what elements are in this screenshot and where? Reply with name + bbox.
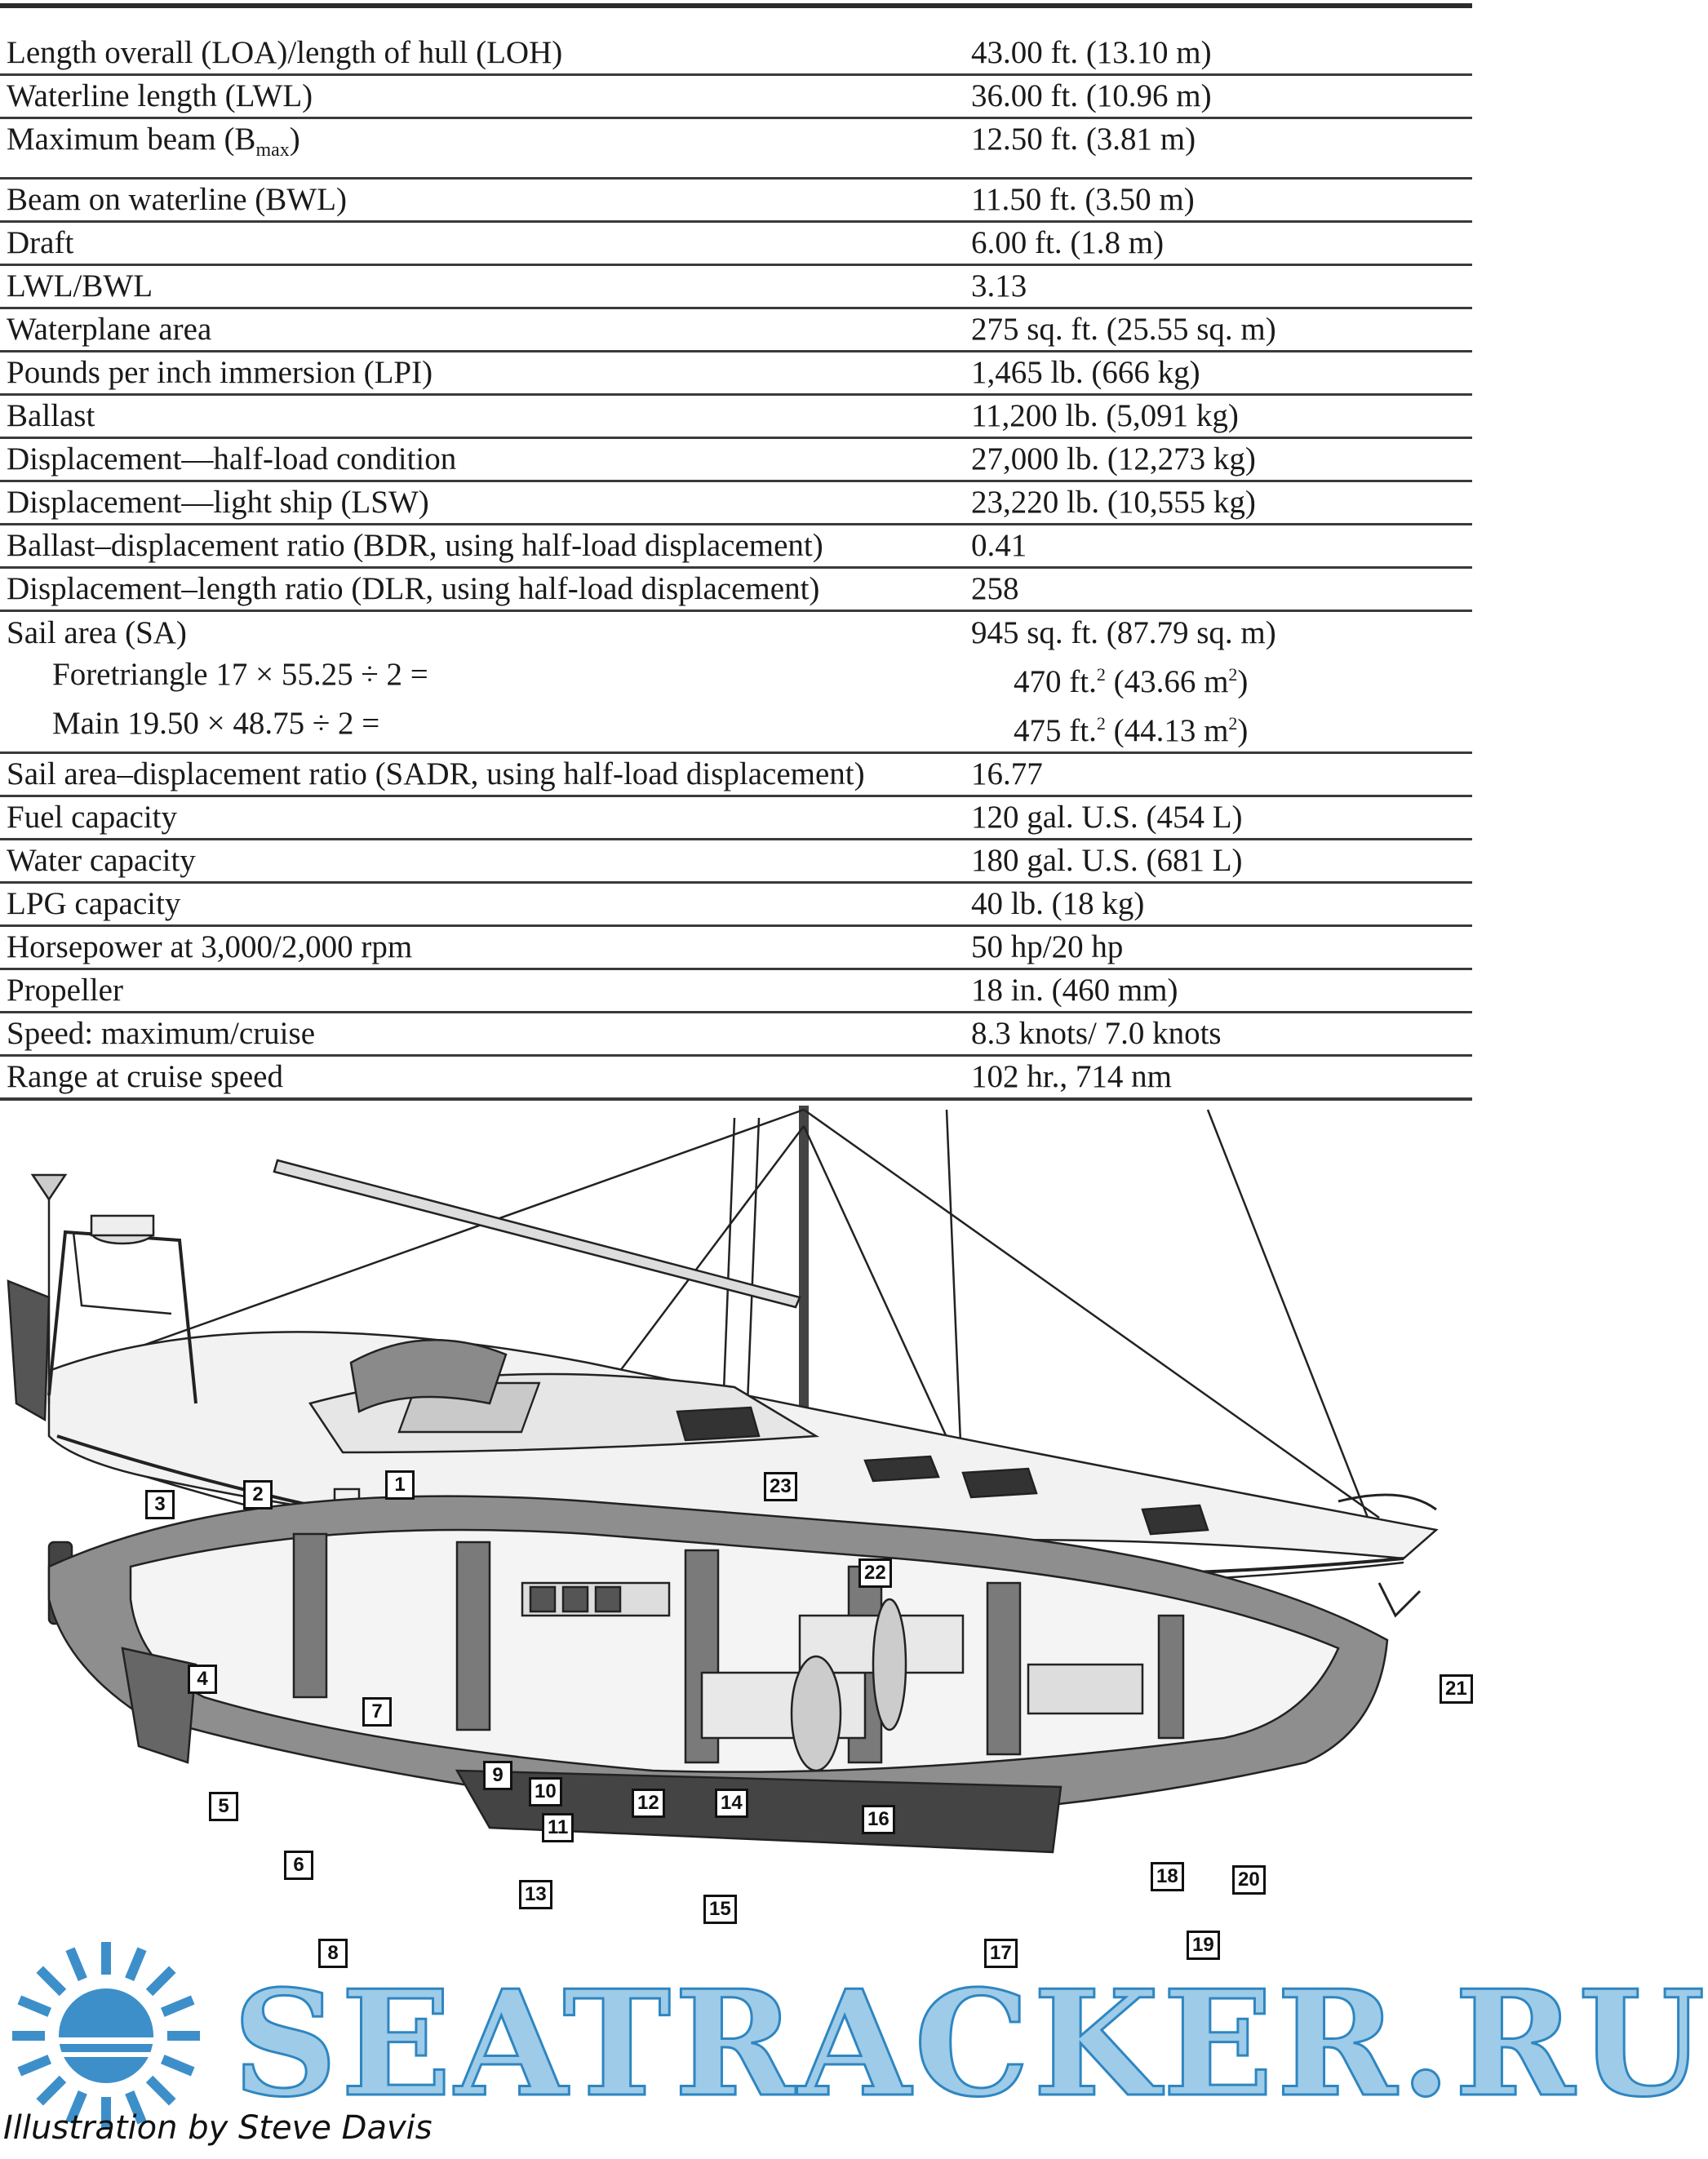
table-top-rule	[0, 3, 1472, 8]
callout-9: 9	[483, 1761, 512, 1790]
table-row	[0, 352, 1472, 393]
spec-label: Displacement—half-load condition	[7, 441, 457, 477]
spec-label	[0, 119, 971, 171]
table-row	[0, 612, 1472, 654]
spec-label: Length overall (LOA)/length of hull (LOH)	[7, 35, 563, 70]
table-row	[0, 797, 1472, 838]
table-row	[0, 970, 1472, 1011]
spec-label: Speed: maximum/cruise	[7, 1016, 316, 1051]
watermark-text	[233, 1958, 1708, 2129]
spec-label: Ballast–displacement ratio (BDR, using half-load displacement)	[7, 528, 823, 563]
spec-label: Propeller	[7, 973, 123, 1008]
table-row	[0, 76, 1472, 117]
callout-8: 8	[318, 1939, 348, 1968]
spec-value: 16.77	[971, 756, 1043, 791]
spec-label: LWL/BWL	[7, 268, 153, 304]
value-text: )	[1237, 713, 1249, 748]
spec-value	[971, 703, 1472, 751]
callout-17: 17	[984, 1939, 1018, 1968]
spec-value: 0.41	[971, 528, 1027, 563]
table-row	[0, 1057, 1472, 1097]
callout-23: 23	[764, 1472, 797, 1501]
spec-label: Displacement–length ratio (DLR, using half-load displacement)	[7, 571, 820, 606]
spec-value: 945 sq. ft. (87.79 sq. m)	[971, 615, 1276, 650]
callout-21: 21	[1440, 1674, 1473, 1704]
callout-1: 1	[385, 1470, 415, 1500]
spec-value: 11,200 lb. (5,091 kg)	[971, 398, 1239, 433]
spec-value: 12.50 ft. (3.81 m)	[971, 122, 1196, 157]
spec-label: Ballast	[7, 398, 95, 433]
spec-value: 40 lb. (18 kg)	[971, 886, 1145, 921]
spec-value: 36.00 ft. (10.96 m)	[971, 78, 1212, 113]
spec-value: 23,220 lb. (10,555 kg)	[971, 485, 1256, 520]
callout-12: 12	[632, 1789, 665, 1818]
callout-5: 5	[209, 1792, 238, 1821]
callout-20: 20	[1232, 1865, 1266, 1895]
table-row	[0, 439, 1472, 480]
superscript: 2	[1228, 664, 1238, 685]
table-row	[0, 754, 1472, 795]
spec-value: 50 hp/20 hp	[971, 929, 1124, 964]
spec-label: Main 19.50 × 48.75 ÷ 2 =	[52, 706, 380, 741]
superscript: 2	[1228, 713, 1238, 734]
spec-label: Displacement—light ship (LSW)	[7, 485, 429, 520]
spec-label: Waterline length (LWL)	[7, 78, 313, 113]
spec-value: 180 gal. U.S. (681 L)	[971, 843, 1243, 878]
spec-label: Range at cruise speed	[7, 1059, 283, 1094]
table-row	[0, 569, 1472, 610]
spec-label: Sail area–displacement ratio (SADR, using half-load displacement)	[7, 756, 865, 791]
value-text: (44.13 m	[1105, 713, 1229, 748]
specifications-table	[0, 0, 1472, 1101]
spec-value: 258	[971, 571, 1019, 606]
callout-10: 10	[529, 1777, 562, 1807]
callout-6: 6	[284, 1851, 313, 1880]
callout-19: 19	[1187, 1931, 1220, 1960]
spec-value: 8.3 knots/ 7.0 knots	[971, 1016, 1222, 1051]
table-row	[0, 119, 1472, 177]
spec-value: 27,000 lb. (12,273 kg)	[971, 441, 1256, 477]
spec-value: 11.50 ft. (3.50 m)	[971, 182, 1195, 217]
table-row	[0, 482, 1472, 523]
spec-label: Water capacity	[7, 843, 196, 878]
table-row	[0, 884, 1472, 924]
table-row	[0, 703, 1472, 751]
table-row	[0, 1013, 1472, 1054]
watermark-label: SEATRACKER.RU	[233, 1958, 1708, 2129]
spec-value: 1,465 lb. (666 kg)	[971, 355, 1200, 390]
table-row	[0, 654, 1472, 703]
spec-value: 43.00 ft. (13.10 m)	[971, 35, 1212, 70]
spec-label: Horsepower at 3,000/2,000 rpm	[7, 929, 413, 964]
spec-value: 18 in. (460 mm)	[971, 973, 1178, 1008]
spec-label: Sail area (SA)	[7, 615, 187, 650]
spec-label: Draft	[7, 225, 74, 260]
illustration-credit: Illustration by Steve Davis	[3, 2109, 433, 2147]
spec-label: Fuel capacity	[7, 800, 177, 835]
table-row	[0, 223, 1472, 264]
callout-3: 3	[145, 1490, 175, 1519]
spec-value	[971, 654, 1472, 703]
table-row	[0, 927, 1472, 968]
table-row	[0, 266, 1472, 307]
superscript: 2	[1096, 664, 1106, 685]
value-text: )	[1237, 664, 1249, 699]
spec-value: 275 sq. ft. (25.55 sq. m)	[971, 312, 1276, 347]
beam-label-text: Maximum beam (B	[7, 122, 256, 157]
table-row	[0, 396, 1472, 437]
spec-label: Pounds per inch immersion (LPI)	[7, 355, 433, 390]
callout-22: 22	[858, 1558, 892, 1588]
subscript-max: max	[255, 140, 290, 161]
spec-value: 6.00 ft. (1.8 m)	[971, 225, 1165, 260]
table-row	[0, 180, 1472, 220]
callout-14: 14	[715, 1789, 748, 1818]
callout-18: 18	[1151, 1862, 1184, 1891]
table-row	[0, 33, 1472, 73]
superscript: 2	[1096, 713, 1106, 734]
spec-label: Waterplane area	[7, 312, 212, 347]
value-text: 475 ft.	[1014, 713, 1097, 748]
callout-11: 11	[542, 1813, 574, 1842]
table-row	[0, 309, 1472, 350]
callout-2: 2	[243, 1480, 273, 1510]
value-text: 470 ft.	[1014, 664, 1097, 699]
value-text: (43.66 m	[1105, 664, 1229, 699]
spec-label: Beam on waterline (BWL)	[7, 182, 347, 217]
spec-value: 3.13	[971, 268, 1027, 304]
spec-value: 120 gal. U.S. (454 L)	[971, 800, 1243, 835]
table-row	[0, 525, 1472, 566]
sail-area-block	[0, 612, 1472, 751]
callout-13: 13	[519, 1880, 552, 1909]
callout-15: 15	[703, 1895, 737, 1924]
beam-label-close: )	[289, 122, 300, 157]
spec-label: Foretriangle 17 × 55.25 ÷ 2 =	[52, 657, 428, 692]
spec-label: LPG capacity	[7, 886, 181, 921]
callout-16: 16	[862, 1805, 895, 1834]
callout-4: 4	[188, 1665, 217, 1694]
spec-value: 102 hr., 714 nm	[971, 1059, 1172, 1094]
table-row	[0, 840, 1472, 881]
callout-7: 7	[362, 1697, 392, 1727]
